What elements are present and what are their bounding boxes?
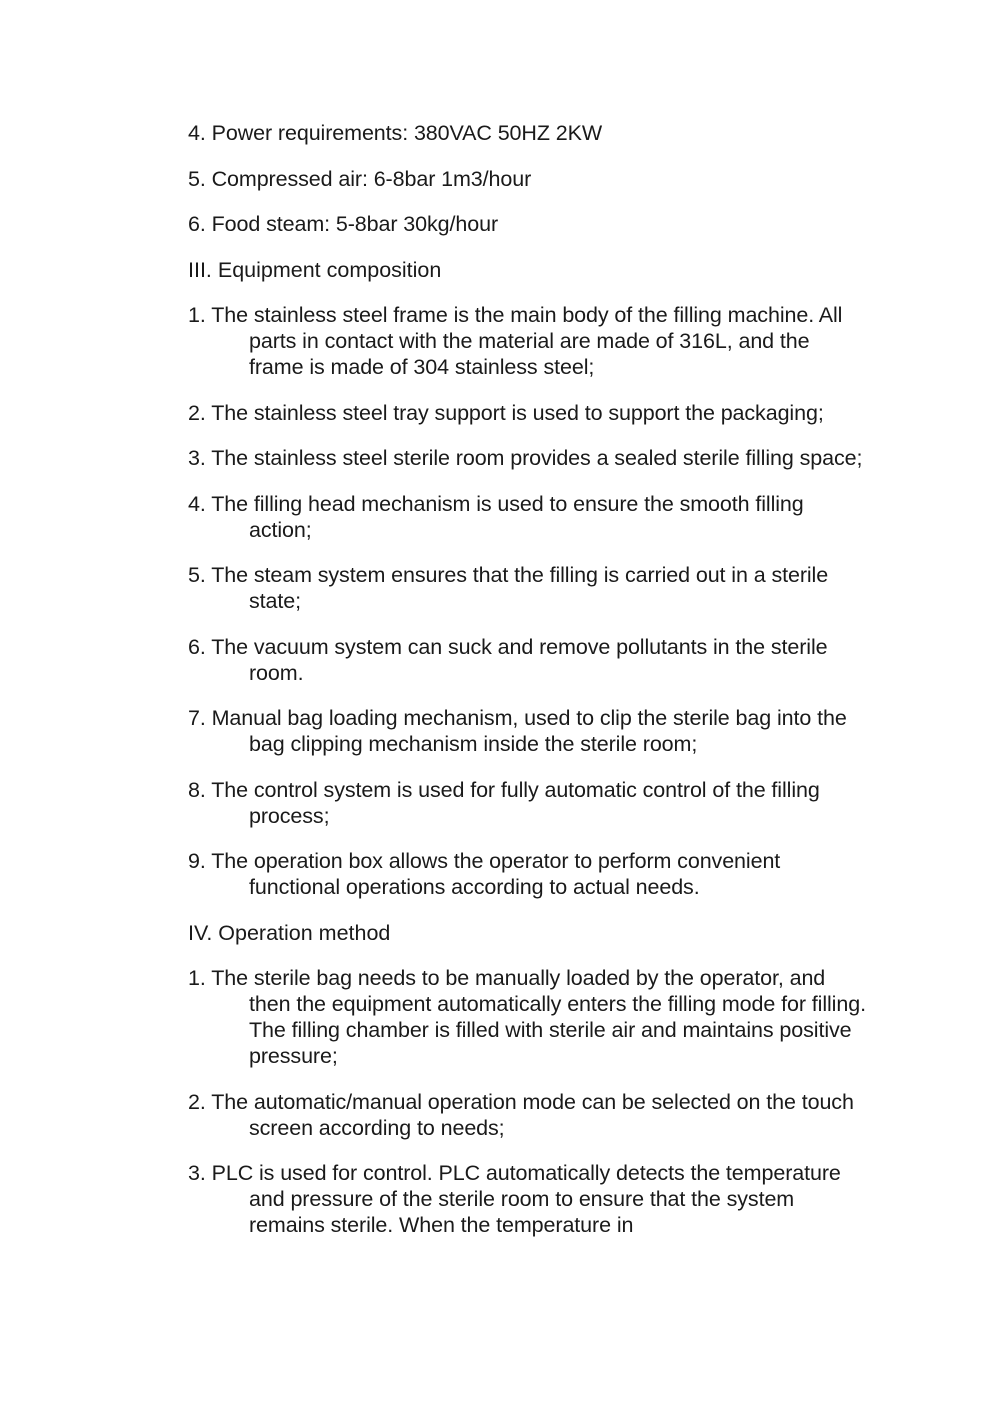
list-item: 5. The steam system ensures that the filling is carried out in a sterile state; (188, 563, 829, 613)
list-item: 2. The stainless steel tray support is used to support the packaging; (188, 400, 824, 425)
list-item: 6. The vacuum system can suck and remove pollutants in the sterile room. (188, 634, 828, 685)
section-heading-operation-method: IV. Operation method (188, 920, 391, 945)
list-item: 9. The operation box allows the operator to perform convenient functional operations according to actual needs. (188, 849, 781, 899)
list-item: 3. PLC is used for control. PLC automatically detects the temperature and pressure of the sterile room to ensure that the system remains sterile. When the temperature in (188, 1161, 841, 1237)
spec-item-power: 4. Power requirements: 380VAC 50HZ 2KW (188, 121, 603, 145)
list-item: 7. Manual bag loading mechanism, used to clip the sterile bag into the bag clipping mechanism inside the sterile room; (188, 706, 847, 756)
list-item: 3. The stainless steel sterile room provides a sealed sterile filling space; (188, 446, 863, 470)
spec-item-food-steam: 6. Food steam: 5-8bar 30kg/hour (188, 212, 499, 236)
list-item: 1. The stainless steel frame is the main body of the filling machine. All parts in contact with the material are made of 316L, and the frame is made of 304 stainless steel; (188, 303, 843, 379)
list-item: 1. The sterile bag needs to be manually loaded by the operator, and then the equipment automatically enters the filling mode for filling. The filling chamber is filled with sterile air and maintains positive pressure; (188, 966, 866, 1068)
spec-item-compressed-air: 5. Compressed air: 6-8bar 1m3/hour (188, 166, 532, 191)
list-item: 4. The filling head mechanism is used to ensure the smooth filling action; (188, 491, 804, 542)
list-item: 2. The automatic/manual operation mode can be selected on the touch screen according to needs; (188, 1089, 854, 1140)
document-page (188, 120, 868, 1258)
list-item: 8. The control system is used for fully automatic control of the filling process; (188, 777, 820, 828)
section-heading-equipment-composition: III. Equipment composition (188, 257, 442, 282)
